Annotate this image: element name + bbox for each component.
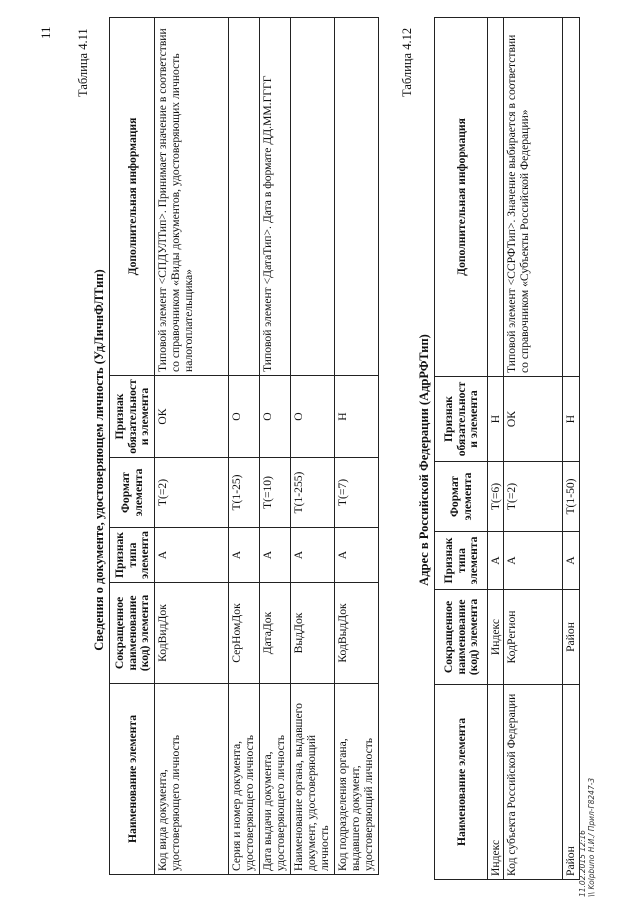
- cell: Типовой элемент <ДатаТип>. Дата в формате ДД.ММ.ГГГГ: [260, 18, 291, 376]
- col-header: Сокращенное наименование (код) элемента: [110, 583, 155, 684]
- col-header: Признак обязательности элемента: [110, 376, 155, 458]
- cell: ВыдДок: [291, 583, 335, 684]
- cell: [562, 18, 579, 377]
- table-header-row: [435, 18, 488, 880]
- table-row: [488, 18, 504, 880]
- table-title: Сведения о документе, удостоверяющем личность (УдЛичнФЛТип): [92, 269, 106, 651]
- cell: Т(=10): [260, 458, 291, 528]
- cell: О: [260, 376, 291, 458]
- col-header: Признак типа элемента: [435, 532, 488, 590]
- cell: А: [155, 528, 229, 583]
- stamp-line: \\ Kolpbuno Н.И./ Прил-Г8247-3: [587, 777, 597, 897]
- table-caption: Таблица 4.11: [76, 28, 90, 97]
- col-header: Наименование элемента: [110, 684, 155, 875]
- cell: [229, 18, 260, 376]
- table-title: Адрес в Российской Федерации (АдрРФТип): [417, 334, 431, 586]
- table-row: [291, 18, 335, 875]
- table-row: [155, 18, 229, 875]
- cell: ОК: [503, 377, 562, 462]
- cell: Код вида документа, удостоверяющего личность: [155, 684, 229, 875]
- cell: [488, 18, 504, 377]
- col-header: Признак типа элемента: [110, 528, 155, 583]
- cell: Типовой элемент <ССРФТип>. Значение выбирается в соответствии со справочником «Субъекты Российской Федерации»: [503, 18, 562, 377]
- element-table: [109, 17, 379, 875]
- cell: СерНомДок: [229, 583, 260, 684]
- cell: ОК: [155, 376, 229, 458]
- table-header-row: [110, 18, 155, 875]
- cell: Т(=6): [488, 462, 504, 532]
- col-header: Формат элемента: [110, 458, 155, 528]
- table-row: [260, 18, 291, 875]
- print-stamp: [578, 778, 597, 897]
- cell: КодВидДок: [155, 583, 229, 684]
- cell: Т(=2): [155, 458, 229, 528]
- cell: А: [260, 528, 291, 583]
- table-caption: Таблица 4.12: [400, 27, 414, 97]
- cell: Дата выдачи документа, удостоверяющего личность: [260, 684, 291, 875]
- cell: [291, 18, 335, 376]
- cell: Код субъекта Российской Федерации: [503, 685, 562, 880]
- cell: О: [291, 376, 335, 458]
- cell: КодВыдДок: [335, 583, 379, 684]
- cell: Т(1-25): [229, 458, 260, 528]
- cell: ДатаДок: [260, 583, 291, 684]
- col-header: Дополнительная информация: [435, 18, 488, 377]
- cell: Индекс: [488, 685, 504, 880]
- cell: КодРегион: [503, 590, 562, 685]
- col-header: Дополнительная информация: [110, 18, 155, 376]
- stamp-line: 11.02.2015 12:16: [578, 830, 587, 897]
- col-header: Формат элемента: [435, 462, 488, 532]
- cell: А: [291, 528, 335, 583]
- cell: Район: [562, 685, 579, 880]
- cell: Т(=2): [503, 462, 562, 532]
- cell: А: [562, 532, 579, 590]
- cell: Код подразделения органа, выдавшего документ, удостоверяющий личность: [335, 684, 379, 875]
- cell: Район: [562, 590, 579, 685]
- cell: А: [229, 528, 260, 583]
- table-row: [335, 18, 379, 875]
- cell: Н: [335, 376, 379, 458]
- cell: Наименование органа, выдавшего документ, удостоверяющий личность: [291, 684, 335, 875]
- cell: Н: [562, 377, 579, 462]
- table-row: [562, 18, 579, 880]
- cell: Т(=7): [335, 458, 379, 528]
- cell: Индекс: [488, 590, 504, 685]
- cell: Т(1-50): [562, 462, 579, 532]
- cell: Т(1-255): [291, 458, 335, 528]
- col-header: Сокращенное наименование (код) элемента: [435, 590, 488, 685]
- cell: Н: [488, 377, 504, 462]
- cell: О: [229, 376, 260, 458]
- cell: Серия и номер документа, удостоверяющего личность: [229, 684, 260, 875]
- cell: А: [503, 532, 562, 590]
- col-header: Наименование элемента: [435, 685, 488, 880]
- address-table: [434, 17, 580, 880]
- page-number: 11: [38, 26, 53, 39]
- cell: Типовой элемент <СПДУЛТип>. Принимает значение в соответствии со справочником «Виды документов, удостоверяющих личность налогоплательщика»: [155, 18, 229, 376]
- table-row: [503, 18, 562, 880]
- col-header: Признак обязательности элемента: [435, 377, 488, 462]
- cell: А: [335, 528, 379, 583]
- table-row: [229, 18, 260, 875]
- cell: [335, 18, 379, 376]
- cell: А: [488, 532, 504, 590]
